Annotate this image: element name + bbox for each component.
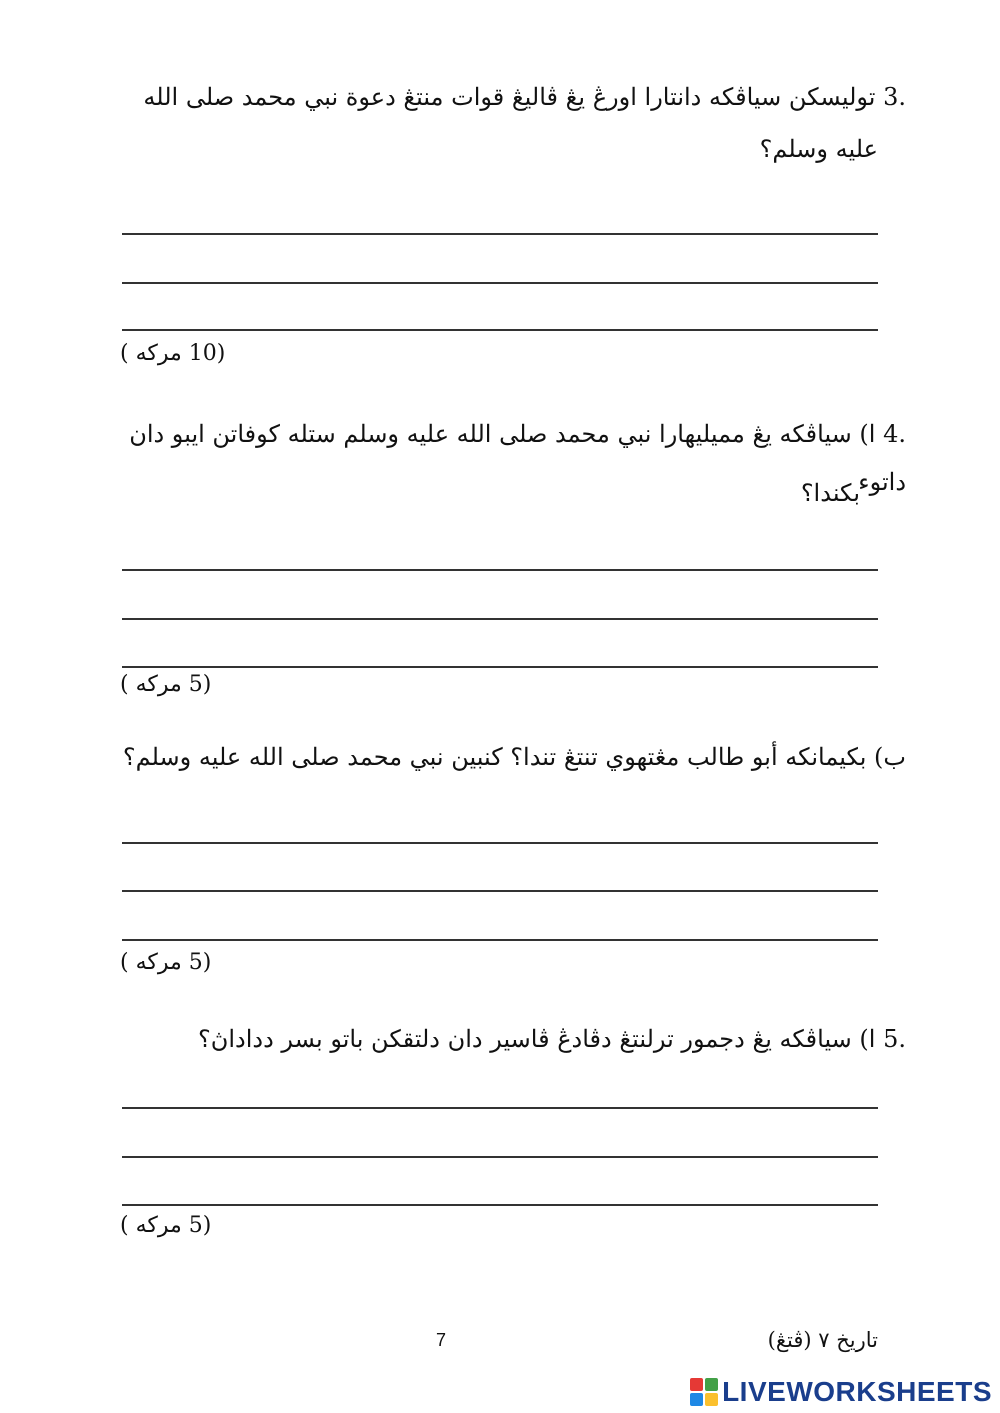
question-4-number: 4. xyxy=(883,420,906,448)
question-4a-line1: ا) سياڤكه يڠ مميليهارا نبي محمد صلى الله عليه وسلم ستله كوفاتن ايبو دان داتوء xyxy=(129,420,906,496)
liveworksheets-brand xyxy=(690,1376,992,1408)
answer-line-5a-2[interactable] xyxy=(122,1156,878,1158)
question-5a-line1: ا) سياڤكه يڠ دجمور ترلنتڠ دڤادڠ ڤاسير دان دلتقكن باتو بسر دداداڽ؟ xyxy=(198,1025,876,1053)
answer-line-4a-3[interactable] xyxy=(122,666,878,668)
question-4b-marks: (5 مرکه ) xyxy=(120,950,212,975)
answer-line-4b-2[interactable] xyxy=(122,890,878,892)
question-3-line2: عليه وسلم؟ xyxy=(759,135,878,163)
question-4a-text-cont xyxy=(120,469,860,517)
answer-line-3-1[interactable] xyxy=(122,233,878,235)
question-3-marks: (10 مرکه ) xyxy=(120,341,226,366)
question-4a-marks: (5 مرکه ) xyxy=(120,672,212,697)
liveworksheets-logo-icon xyxy=(690,1378,718,1406)
question-5a-marks: (5 مرکه ) xyxy=(120,1213,212,1238)
question-3-line1: توليسکن سياڤكه دانتارا اورڠ يڠ ڤاليڠ قوات منتڠ دعوة نبي محمد صلى الله xyxy=(143,83,876,111)
answer-line-4a-1[interactable] xyxy=(122,569,878,571)
liveworksheets-wordmark: LIVEWORKSHEETS xyxy=(722,1376,992,1407)
answer-line-4b-1[interactable] xyxy=(122,842,878,844)
question-3-text-cont xyxy=(118,125,878,173)
answer-line-4a-2[interactable] xyxy=(122,618,878,620)
question-4a-line2: بكندا؟ xyxy=(800,479,860,507)
question-4b-line1: ب) بكيمانکه أبو طالب مڠتهوي تنتڠ تندا؟ كنبين نبي محمد صلى الله عليه وسلم؟ xyxy=(122,743,906,771)
answer-line-4b-3[interactable] xyxy=(122,939,878,941)
question-5-number: 5. xyxy=(883,1025,906,1053)
question-3-text xyxy=(116,73,906,121)
answer-line-3-3[interactable] xyxy=(122,329,878,331)
answer-line-5a-3[interactable] xyxy=(122,1204,878,1206)
question-3-number: 3. xyxy=(883,83,906,111)
page-number: 7 xyxy=(436,1330,447,1350)
question-5a-text xyxy=(116,1015,906,1063)
answer-line-5a-1[interactable] xyxy=(122,1107,878,1109)
answer-line-3-2[interactable] xyxy=(122,282,878,284)
subject-label: تاريخ ٧ (ڤتڠ) xyxy=(767,1328,878,1352)
question-4b-text xyxy=(116,733,906,781)
